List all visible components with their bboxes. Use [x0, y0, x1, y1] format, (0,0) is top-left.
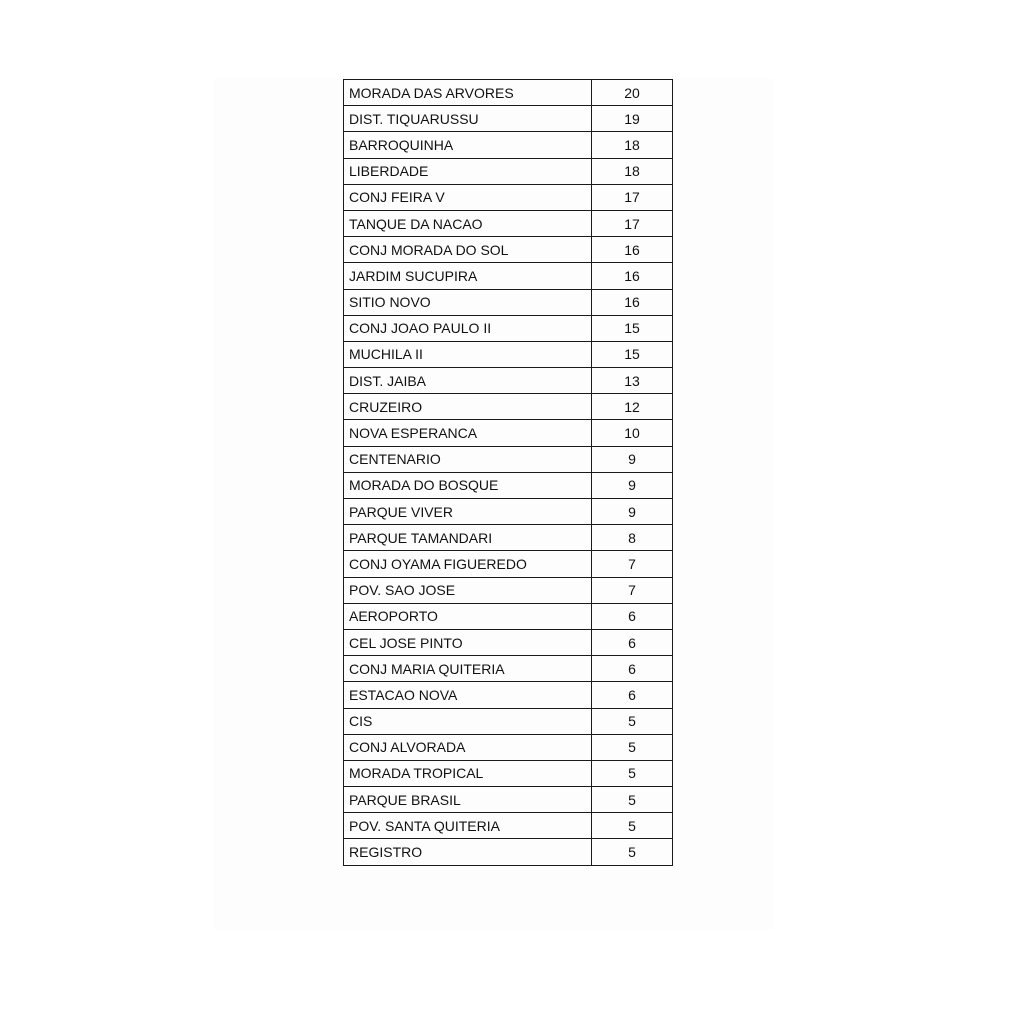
table-row — [344, 682, 673, 708]
count-cell: 15 — [592, 315, 673, 341]
count-cell: 5 — [592, 839, 673, 865]
count-cell: 16 — [592, 289, 673, 315]
count-cell: 6 — [592, 603, 673, 629]
neighborhood-name-cell: CONJ FEIRA V — [344, 184, 592, 210]
neighborhood-name-cell: BARROQUINHA — [344, 132, 592, 158]
count-cell: 5 — [592, 734, 673, 760]
count-cell: 20 — [592, 80, 673, 106]
neighborhood-name-cell: MUCHILA II — [344, 341, 592, 367]
count-cell: 16 — [592, 263, 673, 289]
table-row — [344, 656, 673, 682]
table-row — [344, 420, 673, 446]
neighborhood-name-cell: REGISTRO — [344, 839, 592, 865]
neighborhood-name-cell: AEROPORTO — [344, 603, 592, 629]
count-cell: 9 — [592, 446, 673, 472]
neighborhood-count-table — [343, 79, 673, 866]
neighborhood-name-cell: MORADA DAS ARVORES — [344, 80, 592, 106]
count-cell: 6 — [592, 682, 673, 708]
table-row — [344, 839, 673, 865]
count-cell: 12 — [592, 394, 673, 420]
neighborhood-name-cell: CEL JOSE PINTO — [344, 629, 592, 655]
neighborhood-name-cell: PARQUE TAMANDARI — [344, 525, 592, 551]
count-cell: 10 — [592, 420, 673, 446]
neighborhood-name-cell: ESTACAO NOVA — [344, 682, 592, 708]
count-cell: 18 — [592, 158, 673, 184]
table-row — [344, 80, 673, 106]
neighborhood-name-cell: MORADA TROPICAL — [344, 760, 592, 786]
table-row — [344, 289, 673, 315]
neighborhood-name-cell: DIST. TIQUARUSSU — [344, 106, 592, 132]
table-row — [344, 629, 673, 655]
table-row — [344, 106, 673, 132]
count-cell: 6 — [592, 656, 673, 682]
table-row — [344, 525, 673, 551]
table-row — [344, 551, 673, 577]
table-row — [344, 708, 673, 734]
neighborhood-name-cell: SITIO NOVO — [344, 289, 592, 315]
count-cell: 17 — [592, 184, 673, 210]
neighborhood-name-cell: CRUZEIRO — [344, 394, 592, 420]
count-cell: 5 — [592, 760, 673, 786]
count-cell: 5 — [592, 708, 673, 734]
neighborhood-name-cell: CONJ MORADA DO SOL — [344, 237, 592, 263]
table-row — [344, 263, 673, 289]
count-cell: 18 — [592, 132, 673, 158]
neighborhood-name-cell: CIS — [344, 708, 592, 734]
neighborhood-name-cell: PARQUE VIVER — [344, 499, 592, 525]
neighborhood-name-cell: TANQUE DA NACAO — [344, 210, 592, 236]
table-row — [344, 499, 673, 525]
table-row — [344, 237, 673, 263]
count-cell: 7 — [592, 577, 673, 603]
count-cell: 15 — [592, 341, 673, 367]
count-cell: 6 — [592, 629, 673, 655]
neighborhood-name-cell: CONJ MARIA QUITERIA — [344, 656, 592, 682]
count-cell: 9 — [592, 472, 673, 498]
table-row — [344, 184, 673, 210]
neighborhood-name-cell: NOVA ESPERANCA — [344, 420, 592, 446]
table-row — [344, 341, 673, 367]
count-cell: 17 — [592, 210, 673, 236]
table-row — [344, 603, 673, 629]
neighborhood-name-cell: CONJ OYAMA FIGUEREDO — [344, 551, 592, 577]
neighborhood-name-cell: MORADA DO BOSQUE — [344, 472, 592, 498]
table-row — [344, 813, 673, 839]
count-cell: 5 — [592, 787, 673, 813]
table-row — [344, 210, 673, 236]
neighborhood-name-cell: CONJ ALVORADA — [344, 734, 592, 760]
count-cell: 19 — [592, 106, 673, 132]
table-row — [344, 734, 673, 760]
count-cell: 16 — [592, 237, 673, 263]
count-cell: 7 — [592, 551, 673, 577]
neighborhood-name-cell: CONJ JOAO PAULO II — [344, 315, 592, 341]
table-row — [344, 446, 673, 472]
table-row — [344, 472, 673, 498]
count-cell: 9 — [592, 499, 673, 525]
neighborhood-name-cell: PARQUE BRASIL — [344, 787, 592, 813]
table-row — [344, 158, 673, 184]
count-cell: 8 — [592, 525, 673, 551]
count-cell: 13 — [592, 368, 673, 394]
count-cell: 5 — [592, 813, 673, 839]
table-row — [344, 787, 673, 813]
table-row — [344, 315, 673, 341]
table-row — [344, 394, 673, 420]
table-body — [344, 80, 673, 866]
table-row — [344, 368, 673, 394]
table-row — [344, 760, 673, 786]
table-row — [344, 132, 673, 158]
table-row — [344, 577, 673, 603]
neighborhood-name-cell: POV. SAO JOSE — [344, 577, 592, 603]
neighborhood-name-cell: JARDIM SUCUPIRA — [344, 263, 592, 289]
neighborhood-name-cell: LIBERDADE — [344, 158, 592, 184]
neighborhood-name-cell: DIST. JAIBA — [344, 368, 592, 394]
neighborhood-name-cell: CENTENARIO — [344, 446, 592, 472]
neighborhood-name-cell: POV. SANTA QUITERIA — [344, 813, 592, 839]
